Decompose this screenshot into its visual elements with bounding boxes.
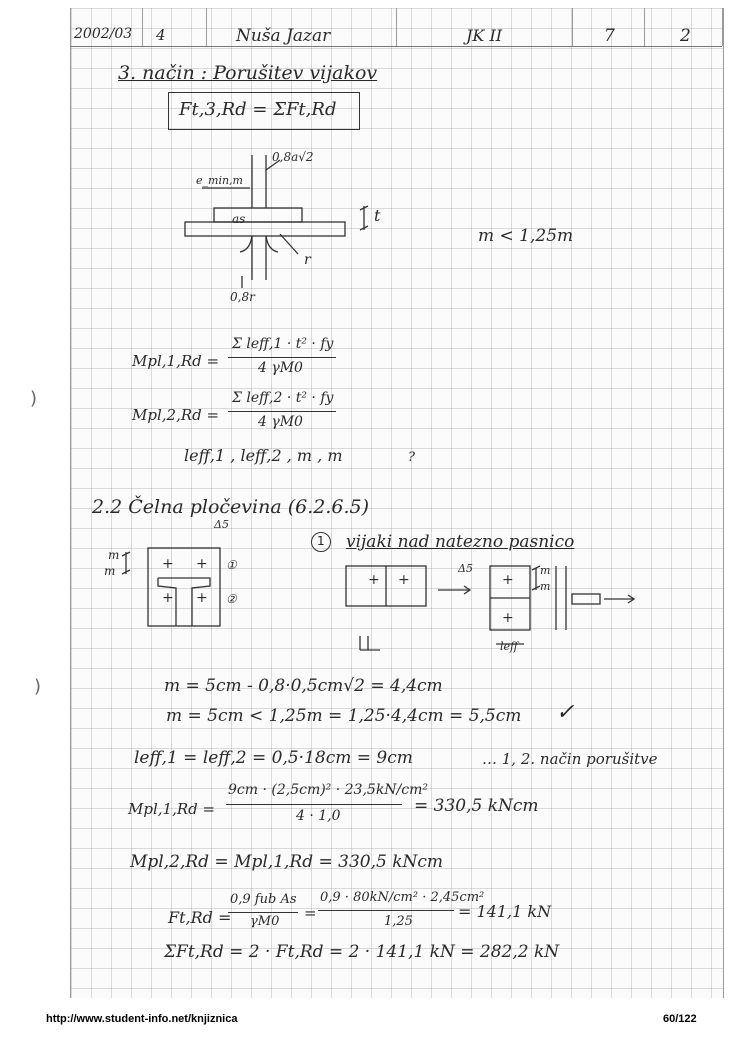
label-0-8a-root2: 0,8a√2 bbox=[272, 150, 314, 164]
calc-line-m: m = 5cm - 0,8·0,5cm√2 = 4,4cm bbox=[164, 676, 443, 696]
params-question: ? bbox=[408, 450, 415, 465]
header-sheet-number: 2 bbox=[680, 26, 691, 46]
circle-one-number: 1 bbox=[317, 534, 325, 548]
mpl1-fraction-line bbox=[228, 357, 336, 358]
formula-ft3: Ft,3,Rd = ΣFt,Rd bbox=[179, 99, 337, 120]
header-divider bbox=[70, 46, 722, 47]
calc-ft-lhs: Ft,Rd = bbox=[168, 908, 232, 927]
plus-left-3: + bbox=[162, 590, 174, 606]
label-delta5-right: Δ5 bbox=[458, 562, 473, 575]
mpl2-numerator: Σ leff,2 · t² · fy bbox=[232, 390, 334, 406]
header-cell-subject bbox=[396, 8, 573, 46]
mpl2-lhs: Mpl,2,Rd = bbox=[132, 406, 220, 424]
header-name: Nuša Jazar bbox=[236, 26, 331, 46]
circle-one-marker bbox=[311, 532, 331, 552]
header-number: 4 bbox=[156, 26, 166, 44]
calc-ft-equals: = bbox=[304, 904, 317, 922]
label-row-2: ② bbox=[226, 592, 237, 606]
label-row-1: ① bbox=[226, 558, 237, 572]
calc-line-leff-note: … 1, 2. način porušitve bbox=[482, 750, 658, 768]
calc-line-leff: leff,1 = leff,2 = 0,5·18cm = 9cm bbox=[134, 748, 413, 768]
header-cell-date bbox=[70, 8, 143, 46]
calc-mpl-result: = 330,5 kNcm bbox=[414, 796, 539, 816]
section22-title: 2.2 Čelna pločevina (6.2.6.5) bbox=[92, 496, 369, 518]
params-list: leff,1 , leff,2 , m , m bbox=[184, 446, 343, 465]
mpl1-denominator: 4 γM0 bbox=[258, 360, 303, 376]
calc-ft-result: = 141,1 kN bbox=[458, 902, 552, 921]
header-cell-sheet bbox=[644, 8, 723, 46]
header-date: 2002/03 bbox=[74, 26, 133, 42]
label-as: as bbox=[232, 212, 246, 226]
tension-row-diagram bbox=[340, 560, 640, 660]
bolts-title: vijaki nad natezno pasnico bbox=[346, 532, 575, 552]
check-mark: ✓ bbox=[556, 700, 575, 725]
plus-left-1: + bbox=[162, 556, 174, 572]
section3-title: 3. način : Porušitev vijakov bbox=[118, 62, 378, 84]
calc-line-sum: ΣFt,Rd = 2 · Ft,Rd = 2 · 141,1 kN = 282,2 kN bbox=[164, 942, 560, 962]
calc-line-condition: m = 5cm < 1,25m = 1,25·4,4cm = 5,5cm bbox=[166, 706, 522, 726]
label-m-left: m bbox=[108, 548, 120, 562]
label-t: t bbox=[374, 206, 381, 225]
mpl1-numerator: Σ leff,1 · t² · fy bbox=[232, 336, 334, 352]
footer-link[interactable]: http://www.student-info.net/knjiznica bbox=[46, 1013, 238, 1025]
calc-ft-numerator2: 0,9 · 80kN/cm² · 2,45cm² bbox=[320, 890, 485, 905]
mpl2-fraction-line bbox=[228, 411, 336, 412]
calc-mpl-denominator: 4 · 1,0 bbox=[296, 808, 341, 824]
end-plate-diagram bbox=[100, 540, 250, 630]
calc-mpl-fraction-line bbox=[226, 804, 402, 805]
calc-ft-numerator1: 0,9 fub As bbox=[230, 892, 297, 907]
calc-mpl-lhs: Mpl,1,Rd = bbox=[128, 800, 216, 818]
calc-ft-fraction-line2 bbox=[318, 910, 454, 911]
calc-mpl-numerator: 9cm · (2,5cm)² · 23,5kN/cm² bbox=[228, 782, 428, 798]
header-cell-name bbox=[206, 8, 397, 46]
header-subject: JK II bbox=[466, 26, 503, 45]
plus-row-4: + bbox=[502, 610, 514, 626]
label-0-8r: 0,8r bbox=[230, 290, 255, 304]
label-delta5-left: Δ5 bbox=[214, 518, 229, 531]
plus-row-3: + bbox=[502, 572, 514, 588]
label-m2-right: m bbox=[540, 580, 551, 593]
label-leff: leff bbox=[500, 640, 518, 653]
plus-row-2: + bbox=[398, 572, 410, 588]
plus-row-1: + bbox=[368, 572, 380, 588]
label-emin: e_min,m bbox=[196, 174, 243, 187]
calc-line-mpl2: Mpl,2,Rd = Mpl,1,Rd = 330,5 kNcm bbox=[130, 852, 444, 872]
mpl1-lhs: Mpl,1,Rd = bbox=[132, 352, 220, 370]
calc-ft-fraction-line1 bbox=[228, 912, 298, 913]
margin-mark-1: ) bbox=[30, 388, 38, 409]
header-cell-page bbox=[572, 8, 645, 46]
formula-box bbox=[168, 92, 360, 130]
plus-left-2: + bbox=[196, 556, 208, 572]
mpl2-denominator: 4 γM0 bbox=[258, 414, 303, 430]
footer-page-number: 60/122 bbox=[663, 1013, 697, 1025]
header-cell-number bbox=[142, 8, 207, 46]
label-r: r bbox=[304, 252, 311, 268]
label-m2-left: m bbox=[104, 564, 116, 578]
header-page-number: 7 bbox=[604, 26, 615, 46]
condition-m: m < 1,25m bbox=[478, 226, 574, 246]
margin-mark-2: ) bbox=[34, 676, 42, 697]
plus-left-4: + bbox=[196, 590, 208, 606]
label-m-right: m bbox=[540, 564, 551, 577]
calc-ft-denominator2: 1,25 bbox=[384, 914, 413, 929]
calc-ft-denominator1: γM0 bbox=[250, 914, 280, 929]
